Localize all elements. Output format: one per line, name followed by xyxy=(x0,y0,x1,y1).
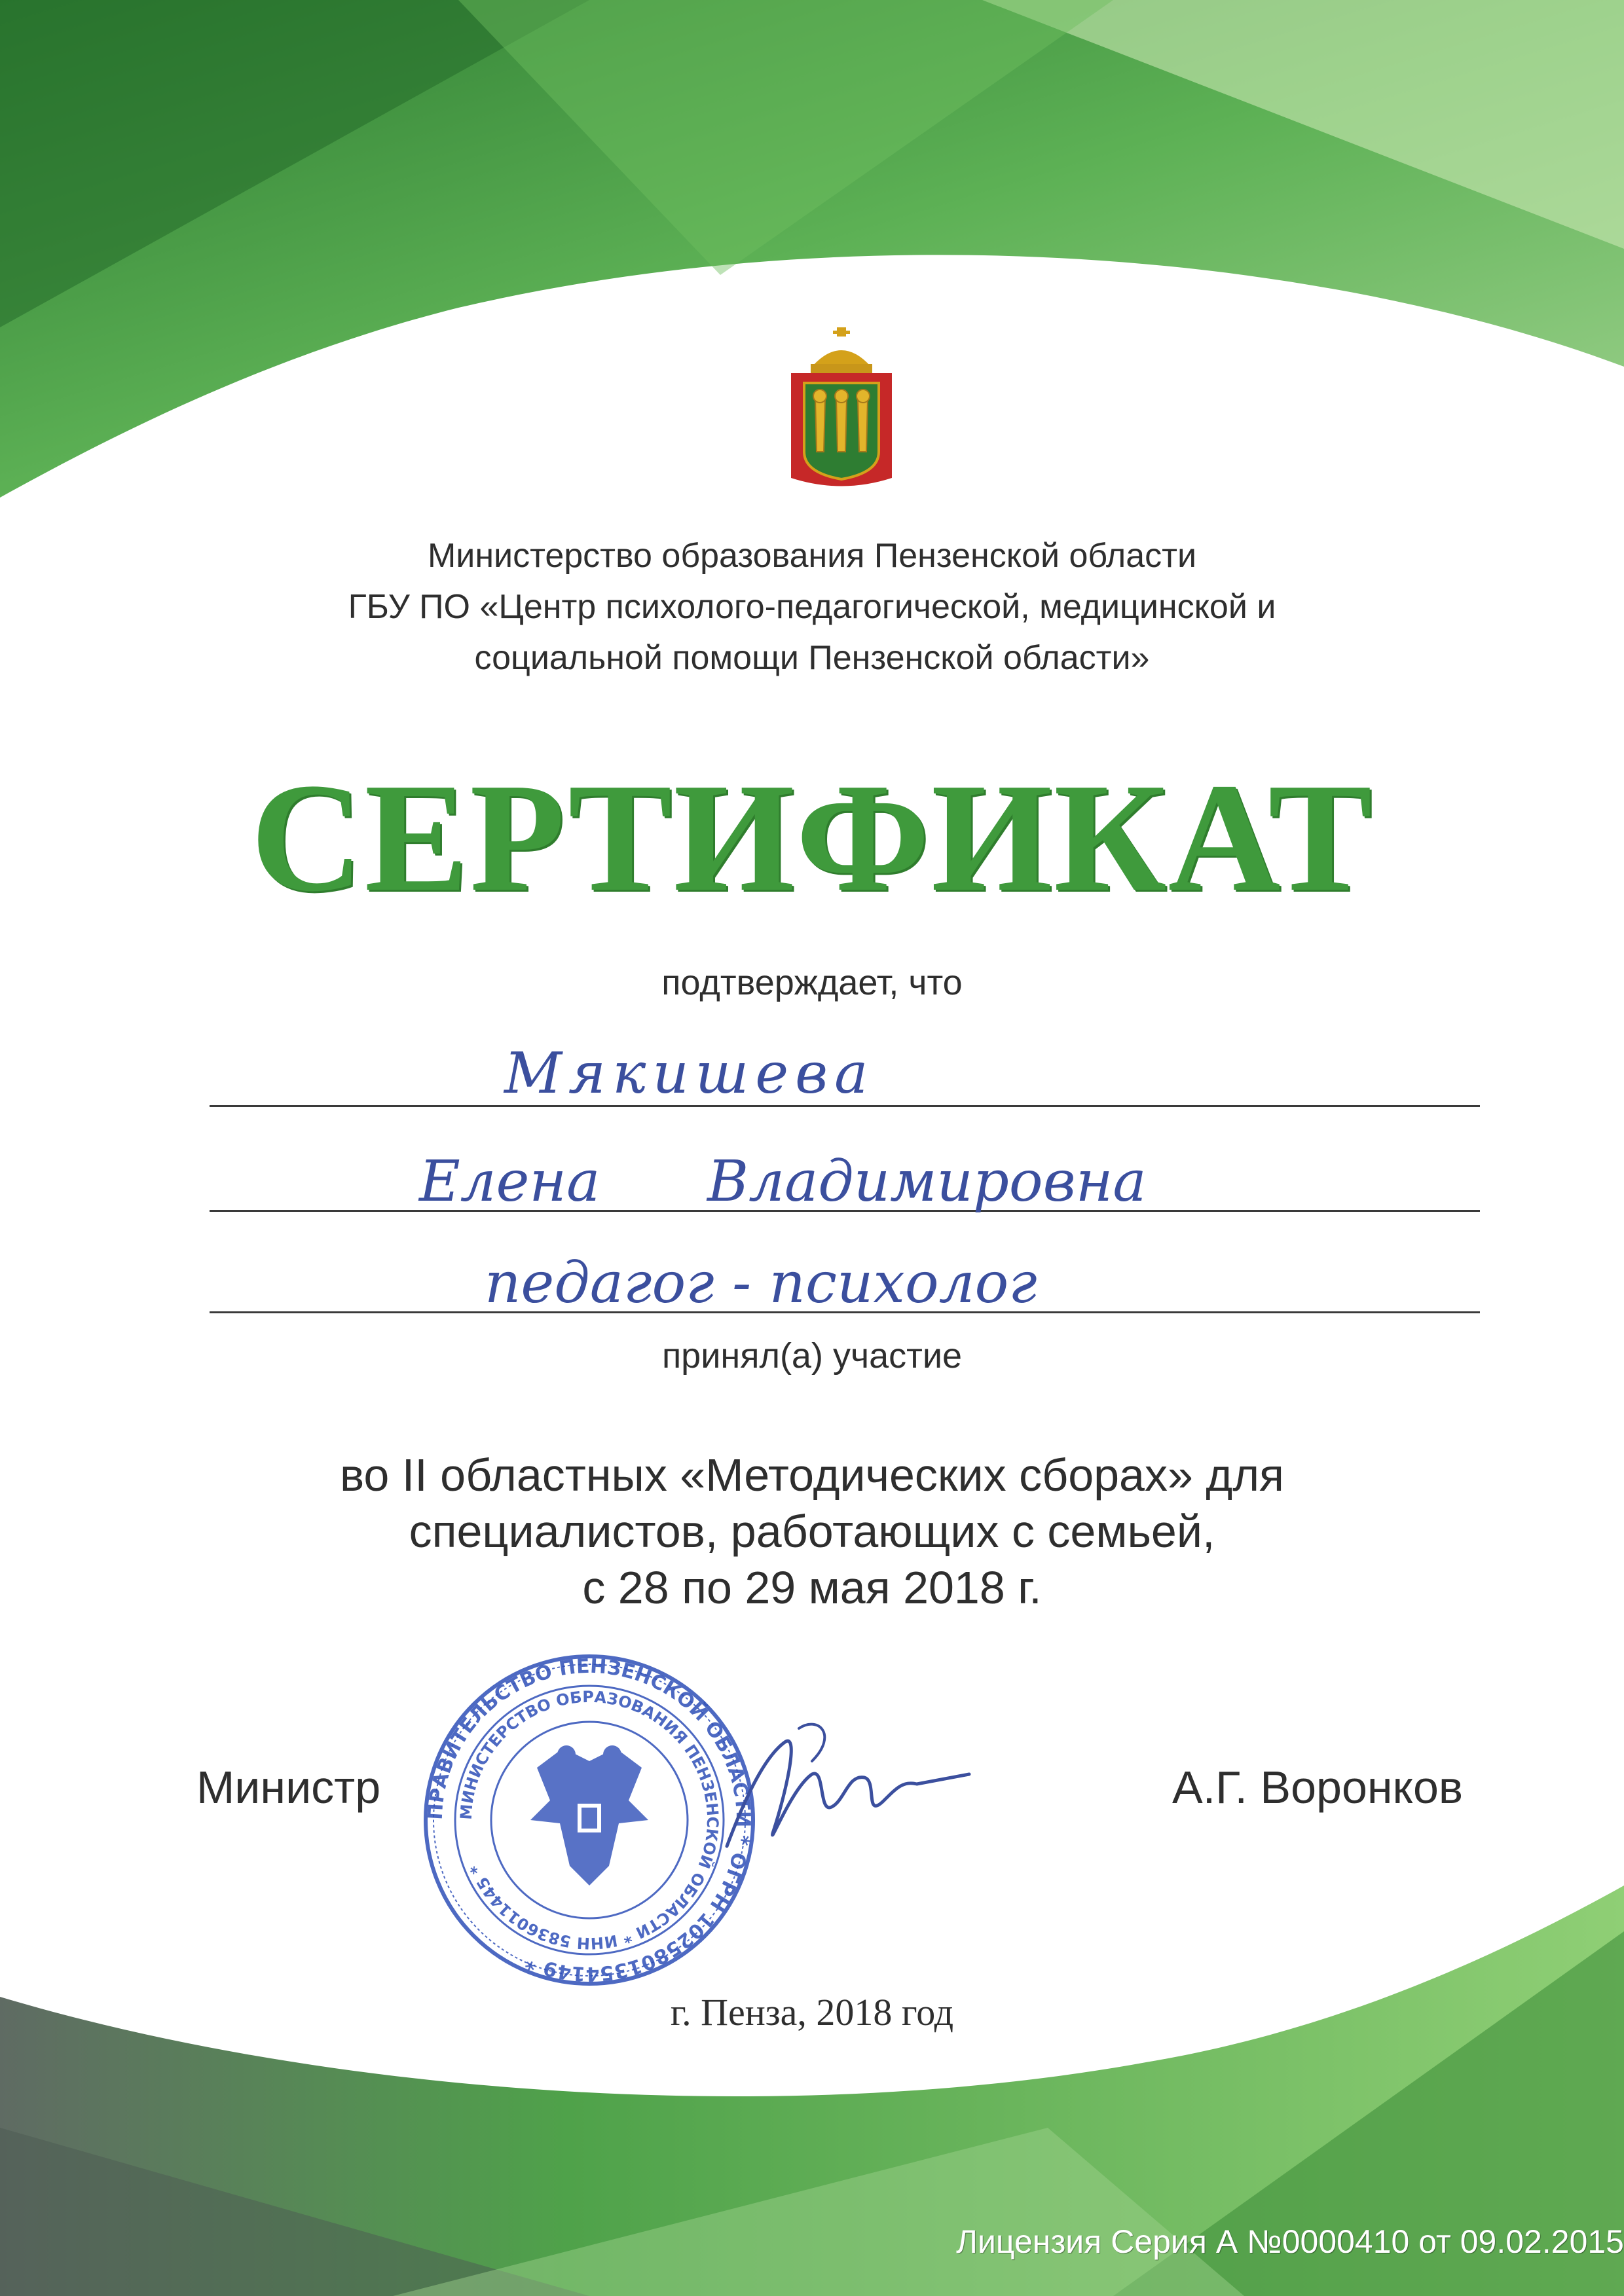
signatory-name: А.Г. Воронков xyxy=(1172,1762,1464,1813)
certificate-title: СЕРТИФИКАТ xyxy=(250,752,1374,924)
place-and-year: г. Пенза, 2018 год xyxy=(670,1991,954,2033)
organization-header xyxy=(0,530,1624,683)
ministry-name: Министерство образования Пензенской области xyxy=(427,537,1197,575)
confirms-text: подтверждает, что xyxy=(661,963,963,1002)
handwritten-signature-icon xyxy=(707,1715,982,1886)
penza-coat-of-arms-icon xyxy=(786,327,897,491)
recipient-patronymic: Владимировна xyxy=(707,1149,1147,1214)
event-line-2: специалистов, работающих с семьей, xyxy=(409,1506,1215,1557)
license-info: Лицензия Серия А №0000410 от 09.02.2015 xyxy=(956,2223,1624,2260)
stamp-inner-text: МИНИСТЕРСТВО ОБРАЗОВАНИЯ ПЕНЗЕНСКОЙ ОБЛАСТИ * ИНН 5836011445 * xyxy=(456,1687,722,1953)
recipient-first-name: Елена xyxy=(419,1149,600,1214)
signatory-role: Министр xyxy=(196,1762,381,1813)
event-description xyxy=(0,1447,1624,1616)
stamp-outer-text: ПРАВИТЕЛЬСТВО ПЕНЗЕНСКОЙ ОБЛАСТИ * ОГРН 1025801354149 * xyxy=(424,1654,755,1986)
recipient-position: педагог - психолог xyxy=(485,1250,1037,1316)
org-name-line-2: социальной помощи Пензенской области» xyxy=(474,639,1150,677)
recipient-surname: Мякишева xyxy=(504,1041,875,1106)
event-line-1: во II областных «Методических сборах» для xyxy=(340,1449,1284,1501)
org-name-line-1: ГБУ ПО «Центр психолого-педагогической, медицинской и xyxy=(348,588,1276,626)
event-line-3: с 28 по 29 мая 2018 г. xyxy=(582,1562,1042,1613)
participated-text: принял(а) участие xyxy=(661,1336,963,1376)
